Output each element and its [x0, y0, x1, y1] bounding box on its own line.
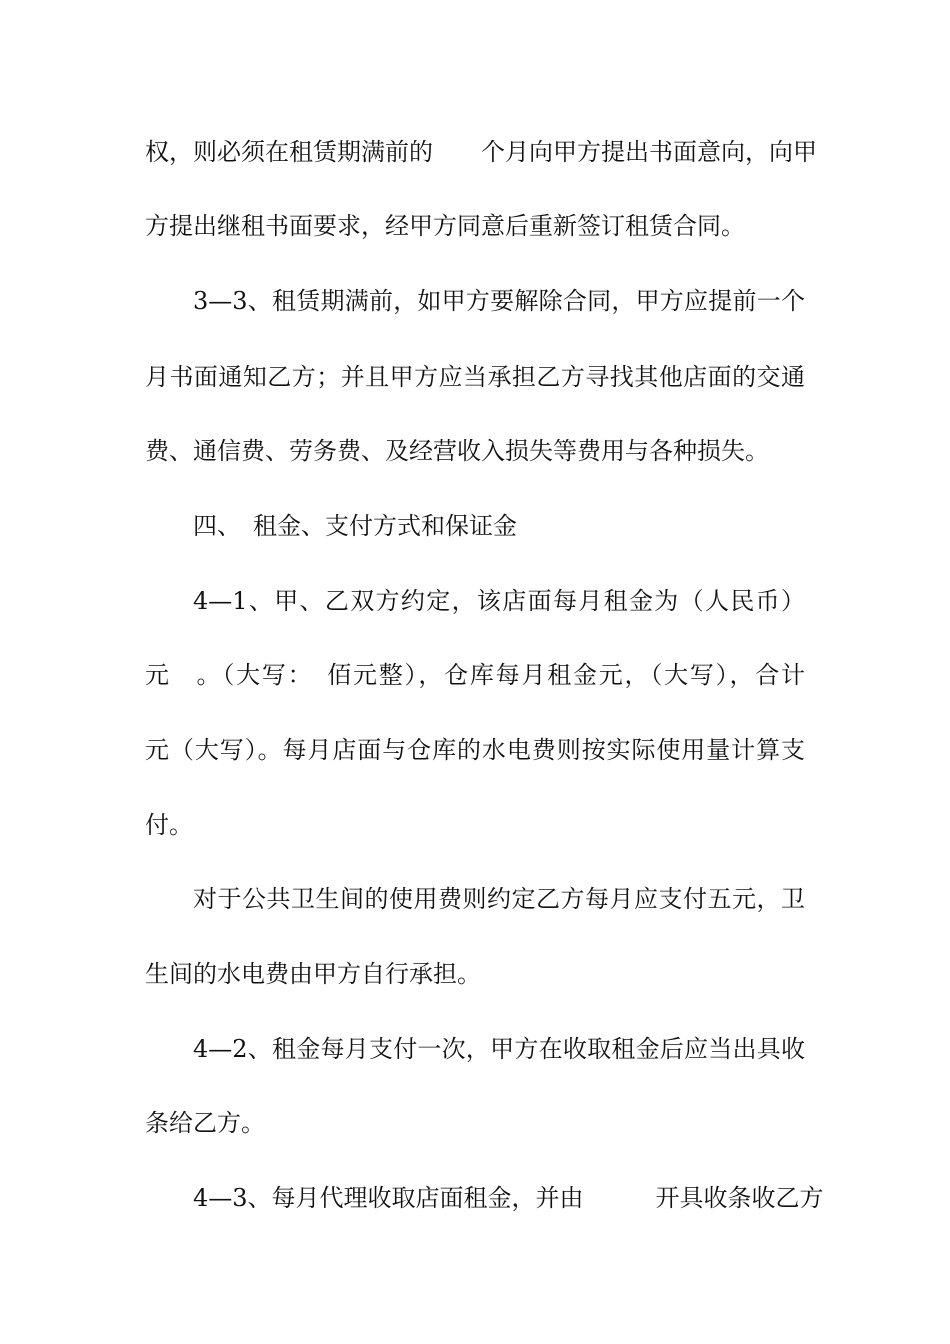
- text-line: 付。: [145, 811, 193, 839]
- section-heading: 四、 租金、支付方式和保证金: [193, 512, 517, 540]
- text-line: 4—3、每月代理收取店面租金，并由 开具收条收乙方: [193, 1184, 824, 1212]
- text-line: 条给乙方。: [145, 1109, 265, 1137]
- text-line: 元 。（大写： 佰元整），仓库每月租金元，（大写），合计: [145, 661, 805, 689]
- text-line: 4—1、甲、乙双方约定，该店面每月租金为（人民币）: [193, 587, 805, 615]
- text-line: 元（大写）。每月店面与仓库的水电费则按实际使用量计算支: [145, 736, 805, 764]
- text-line: 4—2、租金每月支付一次，甲方在收取租金后应当出具收: [193, 1035, 805, 1063]
- text-line: 对于公共卫生间的使用费则约定乙方每月应支付五元，卫: [193, 885, 805, 913]
- text-line: 生间的水电费由甲方自行承担。: [145, 960, 481, 988]
- text-line: 方提出继租书面要求，经甲方同意后重新签订租赁合同。: [145, 212, 745, 240]
- text-line: 3—3、租赁期满前，如甲方要解除合同，甲方应提前一个: [193, 287, 805, 315]
- text-line: 权，则必须在租赁期满前的 个月向甲方提出书面意向，向甲: [145, 138, 817, 166]
- text-line: 月书面通知乙方；并且甲方应当承担乙方寻找其他店面的交通: [145, 363, 805, 391]
- text-line: 费、通信费、劳务费、及经营收入损失等费用与各种损失。: [145, 437, 769, 465]
